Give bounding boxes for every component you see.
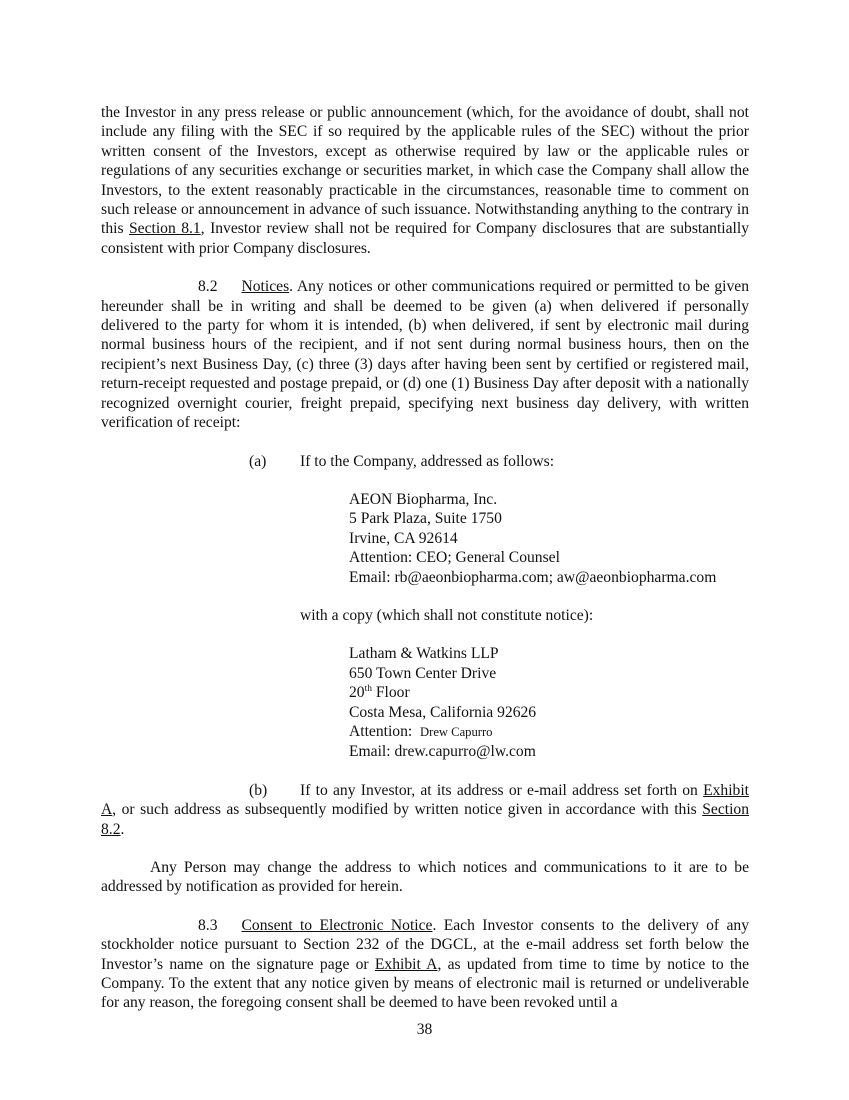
paragraph-press-release xyxy=(101,103,749,258)
counsel-address-block xyxy=(101,644,749,761)
section-8-2-reference[interactable]: Section 8.2 xyxy=(101,801,749,838)
address-line: Costa Mesa, California 92626 xyxy=(349,703,537,721)
page-number: 38 xyxy=(416,1021,433,1038)
notice-item-a xyxy=(101,452,749,471)
item-label: (a) xyxy=(249,452,267,470)
section-8-2-notices xyxy=(101,277,749,432)
company-address-block xyxy=(101,490,749,587)
attention-label: Attention: xyxy=(349,722,421,740)
paragraph-text: the Investor in any press release or public announcement (which, for the avoidance of doubt, shall not include any filing with the SEC if so required by the applicable rules of the SEC) without the prior written consent of the Investors, except as otherwise required by law or the applicable rules or regulations of any securities exchange or securities market, in which case the Company shall allow the Investors, to the extent reasonably practicable in the circumstances, reasonable time to comment on such release or announcement in advance of such issuance. Notwithstanding anything to the contrary in this xyxy=(101,104,749,238)
address-floor xyxy=(349,683,749,702)
notice-item-b xyxy=(101,781,749,839)
item-text: If to any Investor, at its address or e-mail address set forth on xyxy=(300,781,704,799)
section-heading: Notices xyxy=(241,278,290,296)
section-heading: Consent to Electronic Notice xyxy=(241,916,433,934)
address-line: Attention: CEO; General Counsel xyxy=(349,549,560,567)
address-line: 650 Town Center Drive xyxy=(349,664,497,682)
exhibit-a-reference[interactable]: Exhibit A xyxy=(374,955,438,973)
counsel-email[interactable]: Email: drew.capurro@lw.com xyxy=(349,743,536,761)
document-page xyxy=(101,103,749,1013)
item-label: (b) xyxy=(249,781,268,799)
item-text: , or such address as subsequently modified by written notice given in accordance with this xyxy=(112,801,703,819)
paragraph-address-change: Any Person may change the address to which notices and communications to it are to be addressed by notification as provided for herein. xyxy=(101,859,749,896)
item-text: . xyxy=(120,820,125,838)
item-text: If to the Company, addressed as follows: xyxy=(300,452,555,470)
address-line: Irvine, CA 92614 xyxy=(349,529,458,547)
section-body: . Any notices or other communications required or permitted to be given hereunder shall be in writing and shall be deemed to be given (a) when delivered if personally delivered to the party for whom it is intended, (b) when delivered, if sent by electronic mail during normal business hours of the recipient, and if not sent during normal business hours, then on the recipient’s next Business Day, (c) three (3) days after having been sent by certified or registered mail, return-receipt requested and postage prepaid, or (d) one (1) Business Day after deposit with a nationally recognized overnight courier, freight prepaid, specifying next business day delivery, with written verification of receipt: xyxy=(101,278,749,432)
address-line: Latham & Watkins LLP xyxy=(349,645,499,663)
address-line: 5 Park Plaza, Suite 1750 xyxy=(349,510,502,528)
section-body: . Each Investor consents to the delivery of any stockholder notice pursuant to Section 232 of the DGCL, at the e-mail address set forth below the Investor’s name on the signature page or xyxy=(101,916,750,973)
section-number: 8.2 xyxy=(198,278,218,296)
paragraph-text: , Investor review shall not be required for Company disclosures that are substantially consistent with prior Company disclosures. xyxy=(101,220,749,257)
copy-notice-text: with a copy (which shall not constitute notice): xyxy=(300,606,594,624)
floor-word: Floor xyxy=(371,684,410,702)
section-number: 8.3 xyxy=(198,916,218,934)
exhibit-a-reference[interactable]: Exhibit A xyxy=(101,781,749,819)
section-8-1-reference[interactable]: Section 8.1 xyxy=(128,220,201,238)
company-email[interactable]: Email: rb@aeonbiopharma.com; aw@aeonbiopharma.com xyxy=(349,568,717,586)
address-attention xyxy=(349,722,749,742)
attention-name: Drew Capurro xyxy=(420,724,493,739)
section-8-3-consent xyxy=(101,916,749,1013)
address-line: AEON Biopharma, Inc. xyxy=(349,490,498,508)
section-body: , as updated from time to time by notice to the Company. To the extent that any notice given by means of electronic mail is returned or undeliverable for any reason, the foregoing consent shall be deemed to have been revoked until a xyxy=(101,955,750,1012)
floor-number: 20 xyxy=(349,684,365,702)
floor-suffix: th xyxy=(364,683,372,694)
